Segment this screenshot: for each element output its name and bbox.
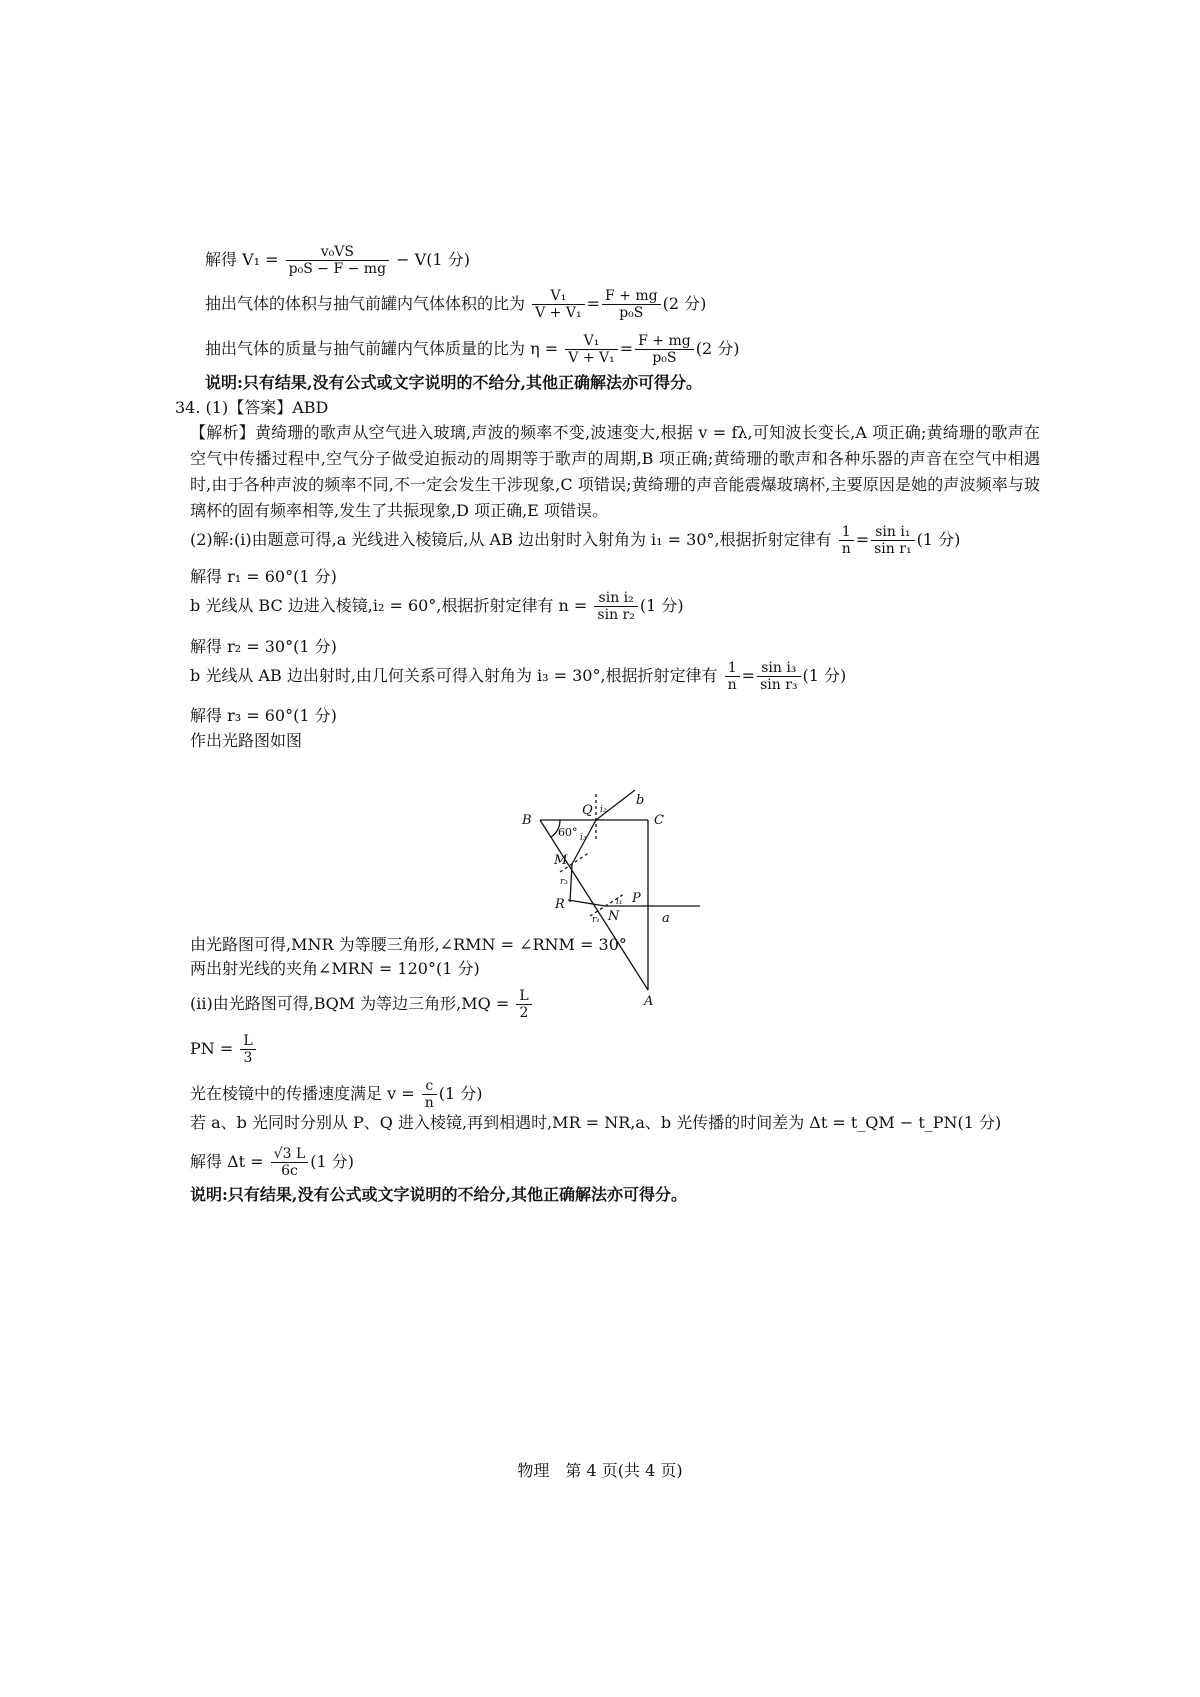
label-ray-b: b — [636, 793, 645, 808]
label-a-vertex: A — [644, 994, 654, 1009]
mnr-line: 由光路图可得,MNR 为等腰三角形,∠RMN = ∠RNM = 30° — [190, 935, 627, 954]
b1-line: b 光线从 BC 边进入棱镜,i₂ = 60°,根据折射定律有 n = $\frac{\text{sin i₂}}{\text{sin r₂}}$ (1 分) — [190, 590, 684, 623]
label-p: P — [632, 891, 641, 906]
note-1: 说明:只有结果,没有公式或文字说明的不给分,其他正确解法亦可得分。 — [205, 373, 703, 392]
label-60: 60° — [558, 826, 578, 839]
label-q: Q — [582, 803, 593, 818]
label-r3: r₃ — [560, 877, 568, 887]
volume-ratio-line: 抽出气体的体积与抽气前罐内气体体积的比为 $\frac{\text{V₁}}{\text{V + V₁}}$ = $\frac{F + mg}{\text{p₀S}}$ (2 分) — [205, 288, 707, 321]
pn-line: PN = $\frac{L}{3}$ — [190, 1033, 258, 1066]
part-ii-line: (ii)由光路图可得,BQM 为等边三角形,MQ = $\frac{L}{2}$ — [190, 988, 534, 1021]
speed-line: 光在棱镜中的传播速度满足 v = $\frac{c}{n}$ (1 分) — [190, 1078, 483, 1111]
label-r1: r₁ — [592, 915, 600, 925]
mass-ratio-line: 抽出气体的质量与抽气前罐内气体质量的比为 η = $\frac{\text{V₁}}{\text{V + V₁}}$ = $\frac{F + mg}{\text{p₀S}}$ (2 分) — [205, 333, 740, 366]
label-c: C — [654, 813, 664, 828]
label-m: M — [554, 853, 568, 868]
fraction: $\frac{\text{v₀VS}}{\text{p₀S − F − mg}}$ — [286, 244, 389, 277]
label-i3: i₃ — [580, 833, 587, 843]
label-b-vertex: B — [522, 813, 532, 828]
label-r: R — [555, 897, 565, 912]
light-path-diagram — [520, 793, 720, 1009]
page-footer: 物理 第 4 页(共 4 页) — [517, 1461, 683, 1480]
q34-answer: 34. (1)【答案】ABD — [175, 398, 329, 417]
analysis-paragraph: 【解析】黄绮珊的歌声从空气进入玻璃,声波的频率不变,波速变大,根据 v = fλ,可知波长变长,A 项正确;黄绮珊的歌声在空气中传播过程中,空气分子做受迫振动的周期等于歌声的周期,B 项正确;黄绮珊的歌声和各种乐器的声音在空气中相遇时,由于各种声波的频率不同,不一定会发生干涉现象,C 项错误;黄绮珊的声音能震爆玻璃杯,主要原因是她的声波频率与玻璃杯的固有频率相等,发生了共振现象,D 项正确,E 项错误。 — [190, 423, 1040, 520]
label-n: N — [608, 909, 620, 924]
r3-line: 解得 r₃ = 60°(1 分) — [190, 706, 337, 725]
r2-line: 解得 r₂ = 30°(1 分) — [190, 637, 337, 656]
note-2: 说明:只有结果,没有公式或文字说明的不给分,其他正确解法亦可得分。 — [190, 1185, 688, 1204]
r1-line: 解得 r₁ = 60°(1 分) — [190, 567, 337, 586]
label-i1: i₁ — [616, 897, 623, 907]
draw-line: 作出光路图如图 — [190, 731, 303, 750]
ray-a-exit — [568, 900, 605, 906]
part2-line: (2)解:(i)由题意可得,a 光线进入棱镜后,从 AB 边出射时入射角为 i₁ = 30°,根据折射定律有 $\frac{1}{n}$ = $\frac{\text{sin i₁}}{\text{sin r₁}}$ (1 分) — [190, 524, 961, 557]
meet-line: 若 a、b 光同时分别从 P、Q 进入棱镜,再到相遇时,MR = NR,a、b 光传播的时间差为 Δt = t_QM − t_PN(1 分) — [190, 1113, 1002, 1132]
solve-v1-line: 解得 V₁ = $\frac{\text{v₀VS}}{\text{p₀S − F − mg}}$ − V(1 分) — [205, 244, 470, 277]
label-i2: i₂ — [600, 805, 607, 815]
dt-line: 解得 Δt = $\frac{√3 L}{6c}$ (1 分) — [190, 1146, 355, 1179]
angle-line: 两出射光线的夹角∠MRN = 120°(1 分) — [190, 959, 480, 978]
label-ray-a: a — [662, 911, 670, 926]
b2-line: b 光线从 AB 边出射时,由几何关系可得入射角为 i₃ = 30°,根据折射定律有 $\frac{1}{n}$ = $\frac{\text{sin i₃}}{\text{sin r₃}}$ (1 分) — [190, 660, 847, 693]
